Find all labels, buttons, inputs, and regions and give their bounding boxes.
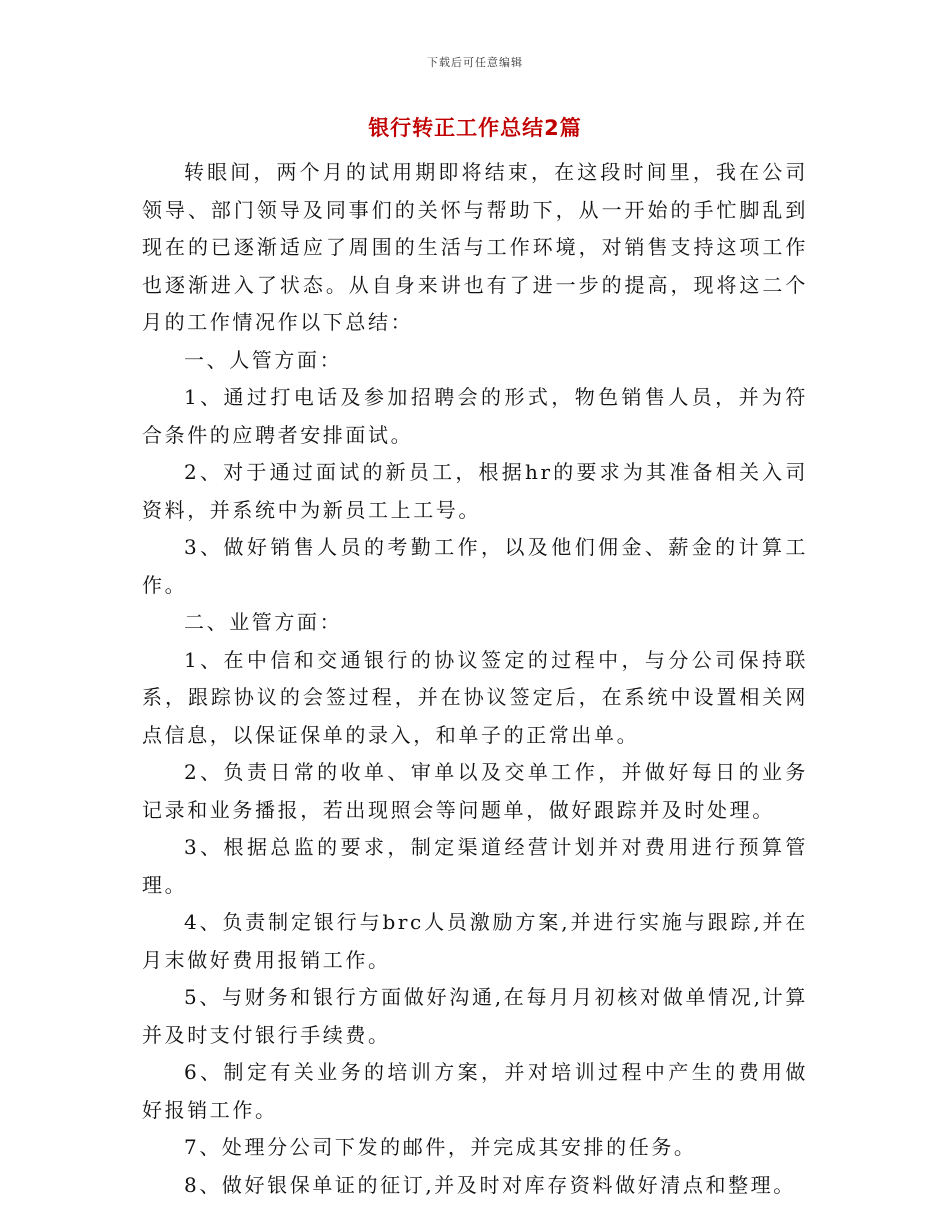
section-heading-business: 二、业管方面： [184,610,343,634]
paragraph-item: 6、制定有关业务的培训方案，并对培训过程中产生的费用做好报销工作。 [142,1060,808,1122]
document-title: 银行转正工作总结2篇 [368,116,582,140]
header-note: 下载后可任意编辑 [427,56,523,69]
paragraph-item: 5、与财务和银行方面做好沟通,在每月月初核对做单情况,计算并及时支付银行手续费。 [142,985,808,1047]
paragraph-item: 3、根据总监的要求，制定渠道经营计划并对费用进行预算管理。 [142,835,808,897]
paragraph-intro: 转眼间，两个月的试用期即将结束，在这段时间里，我在公司领导、部门领导及同事们的关怀与帮助下，从一开始的手忙脚乱到现在的已逐渐适应了周围的生活与工作环境，对销售支持这项工作也逐渐进入了状态。从自身来讲也有了进一步的提高，现将这二个月的工作情况作以下总结： [142,160,808,334]
paragraph-item: 1、通过打电话及参加招聘会的形式，物色销售人员，并为符合条件的应聘者安排面试。 [142,385,808,447]
paragraph-item: 7、处理分公司下发的邮件，并完成其安排的任务。 [184,1135,697,1159]
paragraph-item: 8、做好银保单证的征订,并及时对库存资料做好清点和整理。 [184,1172,796,1197]
section-heading-personnel: 一、人管方面： [184,347,343,372]
paragraph-item: 2、负责日常的收单、审单以及交单工作，并做好每日的业务记录和业务播报，若出现照会等问题单，做好跟踪并及时处理。 [142,760,808,822]
paragraph-item: 1、在中信和交通银行的协议签定的过程中，与分公司保持联系，跟踪协议的会签过程，并在协议签定后，在系统中设置相关网点信息，以保证保单的录入，和单子的正常出单。 [142,647,808,747]
paragraph-item: 4、负责制定银行与brc人员激励方案,并进行实施与跟踪,并在月末做好费用报销工作。 [142,910,808,972]
paragraph-item: 3、做好销售人员的考勤工作，以及他们佣金、薪金的计算工作。 [142,535,808,597]
document-body [142,154,808,1204]
paragraph-item: 2、对于通过面试的新员工，根据hr的要求为其准备相关入司资料，并系统中为新员工上工号。 [142,460,808,522]
